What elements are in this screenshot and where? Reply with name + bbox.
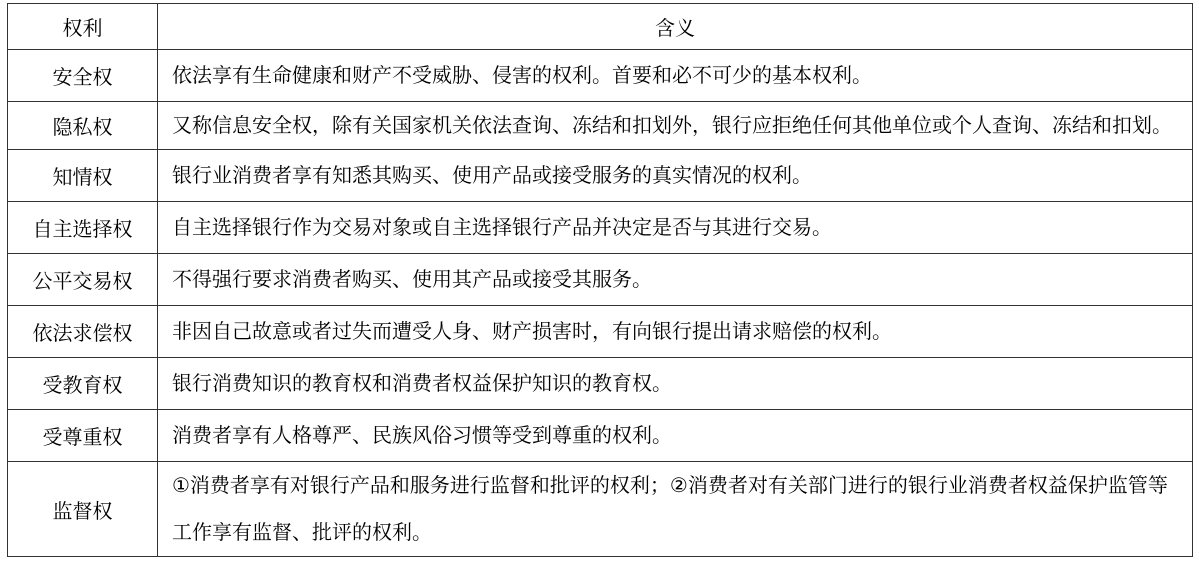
right-desc: 不得强行要求消费者购买、使用其产品或接受其服务。 — [158, 254, 1193, 306]
header-right: 权利 — [8, 4, 158, 50]
right-name: 受尊重权 — [8, 410, 158, 462]
right-name: 安全权 — [8, 50, 158, 102]
header-meaning: 含义 — [158, 4, 1193, 50]
right-name: 受教育权 — [8, 358, 158, 410]
right-name: 隐私权 — [8, 102, 158, 150]
table-row — [8, 50, 1193, 102]
table-row — [8, 462, 1193, 557]
rights-table-container — [7, 3, 1193, 557]
right-desc: 银行消费知识的教育权和消费者权益保护知识的教育权。 — [158, 358, 1193, 410]
right-desc: ①消费者享有对银行产品和服务进行监督和批评的权利；②消费者对有关部门进行的银行业消费者权益保护监管等工作享有监督、批评的权利。 — [158, 462, 1193, 557]
right-desc: 银行业消费者享有知悉其购买、使用产品或接受服务的真实情况的权利。 — [158, 150, 1193, 202]
right-desc: 消费者享有人格尊严、民族风俗习惯等受到尊重的权利。 — [158, 410, 1193, 462]
table-row — [8, 358, 1193, 410]
table-row — [8, 150, 1193, 202]
table-row — [8, 202, 1193, 254]
right-desc: 非因自己故意或者过失而遭受人身、财产损害时，有向银行提出请求赔偿的权利。 — [158, 306, 1193, 358]
right-desc: 自主选择银行作为交易对象或自主选择银行产品并决定是否与其进行交易。 — [158, 202, 1193, 254]
right-desc: 依法享有生命健康和财产不受威胁、侵害的权利。首要和必不可少的基本权利。 — [158, 50, 1193, 102]
table-row — [8, 306, 1193, 358]
table-row — [8, 102, 1193, 150]
table-row — [8, 254, 1193, 306]
table-row — [8, 410, 1193, 462]
right-name: 依法求偿权 — [8, 306, 158, 358]
right-name: 自主选择权 — [8, 202, 158, 254]
table-header-row — [8, 4, 1193, 50]
right-name: 公平交易权 — [8, 254, 158, 306]
consumer-rights-table — [7, 3, 1193, 557]
right-name: 知情权 — [8, 150, 158, 202]
right-desc: 又称信息安全权，除有关国家机关依法查询、冻结和扣划外，银行应拒绝任何其他单位或个人查询、冻结和扣划。 — [158, 102, 1193, 150]
right-name: 监督权 — [8, 462, 158, 557]
